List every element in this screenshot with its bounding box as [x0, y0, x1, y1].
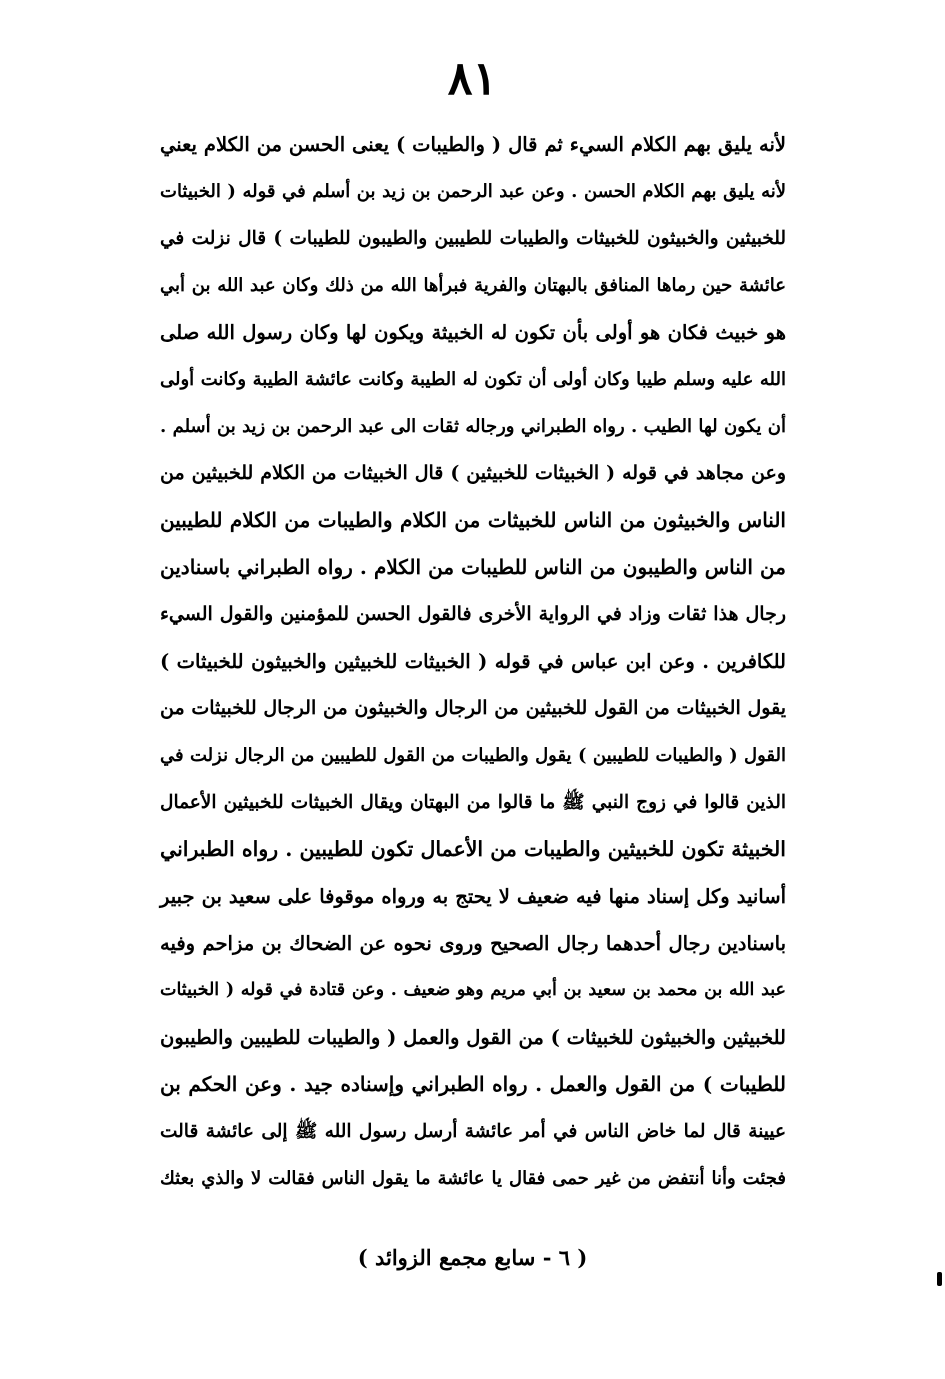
text-line: للطيبات ) من القول والعمل . رواه الطبراني وإسناده جيد . وعن الحكم بن — [160, 1072, 786, 1096]
text-line: للخبيثين والخبيثون للخبيثات ) من القول والعمل ( والطيبات للطيبين والطيبون — [160, 1026, 786, 1049]
text-line: لأنه يليق بهم الكلام السيء ثم قال ( والطيبات ) يعنى الحسن من الكلام يعني — [160, 133, 786, 156]
scan-edge-mark — [937, 1272, 942, 1286]
text-line: الناس والخبيثون من الناس للخبيثات من الكلام والطيبات من الكلام للطيبين — [160, 508, 786, 532]
text-line: للكافرين . وعن ابن عباس في قوله ( الخبيثات للخبيثين والخبيثون للخبيثات ) — [160, 650, 786, 673]
text-line: فجئت وأنا أنتفض من غير حمى فقال يا عائشة ما يقول الناس فقالت لا والذي بعثك — [160, 1168, 786, 1189]
text-line: من الناس والطيبون من الناس للطيبات من الكلام . رواه الطبراني باسنادين — [160, 555, 786, 579]
text-line: لأنه يليق بهم الكلام الحسن . وعن عبد الرحمن بن زيد بن أسلم في قوله ( الخبيثات — [160, 181, 786, 202]
text-line: رجال هذا ثقات وزاد في الرواية الأخرى فالقول الحسن للمؤمنين والقول السيء — [160, 603, 786, 625]
text-line: القول ( والطيبات للطيبين ) يقول والطيبات من القول للطيبين من الرجال نزلت في — [160, 745, 786, 766]
text-line: أسانيد وكل إسناد منها فيه ضعيف لا يحتج به ورواه موقوفا على سعيد بن جبير — [160, 885, 786, 908]
text-line: عيينة قال لما خاض الناس في أمر عائشة أرسل رسول الله ﷺ إلى عائشة قالت — [160, 1121, 786, 1142]
text-line: الخبيثة تكون للخبيثين والطيبات من الأعمال تكون للطيبين . رواه الطبراني — [160, 837, 786, 861]
text-line: عائشة حين رماها المنافق بالبهتان والفرية فبرأها الله من ذلك وكان عبد الله بن أبي — [160, 275, 786, 296]
text-line: أن يكون لها الطيب . رواه الطبراني ورجاله ثقات الى عبد الرحمن بن زيد بن أسلم . — [160, 416, 786, 437]
text-line: وعن مجاهد في قوله ( الخبيثات للخبيثين ) قال الخبيثات من الكلام للخبيثين من — [160, 462, 786, 484]
text-line: عبد الله بن محمد بن سعيد بن أبي مريم وهو ضعيف . وعن قتادة في قوله ( الخبيثات — [160, 980, 786, 1000]
text-line: للخبيثين والخبيثون للخبيثات والطيبات للطيبين والطيبون للطيبات ) قال نزلت في — [160, 228, 786, 249]
text-line: الذين قالوا في زوج النبي ﷺ ما قالوا من البهتان ويقال الخبيثات للخبيثين الأعمال — [160, 792, 786, 813]
signature-mark: ( ٦ - سابع مجمع الزوائد ) — [357, 1245, 588, 1270]
body-text — [160, 121, 786, 1202]
text-line: هو خبيث فكان هو أولى بأن تكون له الخبيثة ويكون لها وكان رسول الله صلى — [160, 321, 786, 344]
text-line: الله عليه وسلم طيبا وكان أولى أن تكون له الطيبة وكانت عائشة الطيبة وكانت أولى — [160, 369, 786, 390]
text-line: باسنادين رجال أحدهما رجال الصحيح وروى نحوه عن الضحاك بن مزاحم وفيه — [160, 932, 786, 955]
text-line: يقول الخبيثات من القول للخبيثين من الرجال والخبيثون من الرجال للخبيثات من — [160, 697, 786, 719]
page-number: ٨١ — [447, 51, 498, 105]
